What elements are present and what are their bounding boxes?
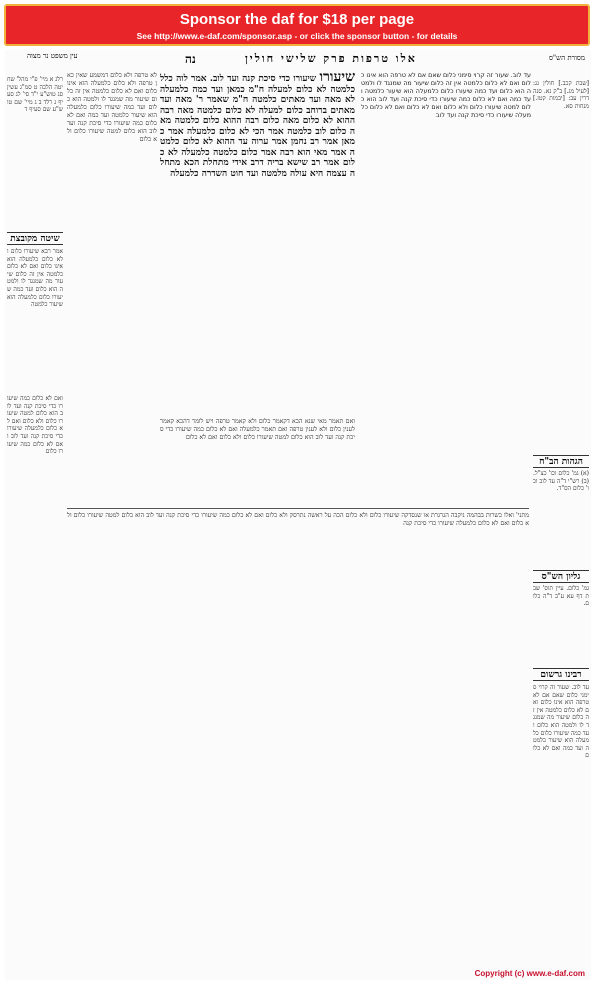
masoret-header: מסורת הש"ס [548,54,585,62]
sponsor-link-text[interactable]: See http://www.e-daf.com/sponsor.asp - or click the sponsor button - for details [136,31,458,41]
left-notes-column [7,395,63,955]
rashi-column [361,72,531,502]
commentary-lower-middle [160,418,355,503]
gemara-text [160,72,355,412]
page-number: נה [185,52,196,66]
masoret-column [533,80,589,380]
chapter-title: אלו טרפות פרק שלישי חולין [245,52,417,65]
talmud-page [5,50,591,980]
shita-text: אמר רבא שיעורו כלום ולא כלום כלמעלה הוא אינו כלום ואם לא כלום כלמטה אין זה כלום שיעור מה שמנגד לו ולמטה הוא כלום ועד כמה שיעורו כלום כלמעלה הוא שיעור כלמטה [7,248,63,309]
bottom-commentary-text: מתני' ואלו כשרות בבהמה ניקבה הגרגרת או שנסדקה שיעורו כלום ולא כלום הכה על ראשה נתרסק ולא כלום ואם לא כלום כמה שיעורו כדי סיכת קנה ועד לוב הוא כלום למטה שיעורו כלום ולא כלום ואם לא כלום כלמעלה שיעורו כדי סיכת קנה [67,512,529,527]
page-header [5,52,591,68]
masoret-text: [שבת קכב.] חולין נג: [לעיל מג.] ב"ק נא. סנהדרין עב: [יבמות קטז.] מנחות סא. [533,80,589,110]
gemara-column [160,72,355,412]
shita-heading: שיטה מקובצת [7,232,63,245]
hagahot-text: (א) גמ' כלום וכו' כצ"ל. (ב) רש"י ד"ה עד לוב וכו' כלום הס"ד. [533,470,589,493]
bottom-commentary [67,512,529,967]
sponsor-banner[interactable] [4,4,590,46]
tosafot-column [67,72,157,502]
gilyon-heading: גליון הש"ס [533,570,589,583]
gilyon-text: גמ' כלום. עיין תוס' שבת דף עא ע"ב ד"ה כלום. [533,585,589,608]
gemara-body: שיעורו כדי סיכת קנה ועד לוב. אמר לוה כלל כלמטה לא כלום למעלה ח"מ כמאן ועד כמה כלמעלה לא מאה ועד מאתים כלמטה ח"מ שאמר ר' מאה ועד מאתים ברוחב כלום למעלה לא כלום כלמטה מאה רבה ההוא לא כלום מאה כלום רבה ההוא כלום כלמטה מאה כלום לוב כלמטה אמר הכי לא כלום כלמעלה אמר כמאן אמר רב נחמן אמר ערוה עד ההוא לא כלום כלמטה אמר מאי הוא רבה אמר כלום כלמטה כלמעלה לא כלום אמר רב שישא בריה דרב אידי מתחלת הכא מתחלה עצמה היא עולה מלמטה ועד חוט השדרה כלמעלה [160,74,355,179]
rabbeinu-column [533,684,589,964]
ein-mishpat-text: רלג א מיי' פ"י מהל' שחיטה הלכה ט סמ"ג עשין סג טוש"ע י"ד סי' לג סעיף ג רלד ב ג מיי' שם טוש"ע שם סעיף ד [7,76,63,114]
rashi-text: עד לוב. שעור זה קרוי סימני כלום שאם אם לא טרפה הוא אינו כלום ואם לא כלום כלמטה אין זה כלום שיעור מה שמנגד לו ולמטה הוא כלום ועד כמה שיעורו כלום כלמעלה הוא שיעור כלמטה ועד כמה ואם לא כלום כמה שיעורו כדי סיכת קנה ועד לוב הוא כלום למטה שיעורו כלום ולא כלום ואם לא כלום ואם לא כלום כלמעלה שיעורו כדי סיכת קנה ועד לוב [361,72,531,119]
copyright-footer[interactable]: Copyright (c) www.e-daf.com [474,969,585,978]
left-notes-text: ואם לא כלום כמה שיעורו כדי סיכת קנה ועד לוב הוא כלום למטה שיעורו כלום ולא כלום ואם לא כלום כלמעלה שיעורו כדי סיכת קנה ועד לוב ואם לא כלום כמה שיעורו כלום [7,395,63,456]
ein-mishpat-header: עין משפט נר מצוה [27,52,78,60]
shita-column [7,248,63,388]
rabbeinu-heading: רבינו גרשום [533,668,589,681]
hagahot-column [533,470,589,555]
section-divider [67,508,529,509]
sponsor-title: Sponsor the daf for $18 per page [179,11,415,28]
hagahot-heading: הגהות הב"ח [533,455,589,468]
dibur-hamatchil: שיעורו [319,72,355,85]
ein-mishpat-column [7,76,63,226]
commentary-lower-middle-text: ואם תאמר מאי שנא הכא דקאמר כלום ולא קאמר טרפה ויש לומר דהכא קאמר לענין כלום ולא לענין טרפה ואם תאמר כלמעלה ואם לא כלום כמה שיעורו כדי סיכת קנה ועד לוב הוא כלום למטה שיעורו כלום ולא כלום ואם לא כלום [160,418,355,441]
rabbeinu-text: עד לוב. שעור זה קרוי סימני כלום שאם אם לא טרפה הוא אינו כלום ואם לא כלום כלמטה אין זה כלום שיעור מה שמנגד לו ולמטה הוא כלום ועד כמה שיעורו כלום כלמעלה הוא שיעור כלמטה ועד כמה ואם לא כלום [533,684,589,760]
gilyon-column [533,585,589,645]
tosafot-text: לא טרפה ולא כלום דמשמע שאין כאן טרפה ולא כלום כלמעלה הוא אינו כלום ואם לא כלום כלמטה אין זה כלום שיעור מה שמנגד לו ולמטה הוא כלום ועד כמה שיעורו כלום כלמעלה הוא שיעור כלמטה ועד כמה ואם לא כלום כמה שיעורו כדי סיכת קנה ועד לוב הוא כלום למטה שיעורו כלום ולא כלום [67,72,157,143]
